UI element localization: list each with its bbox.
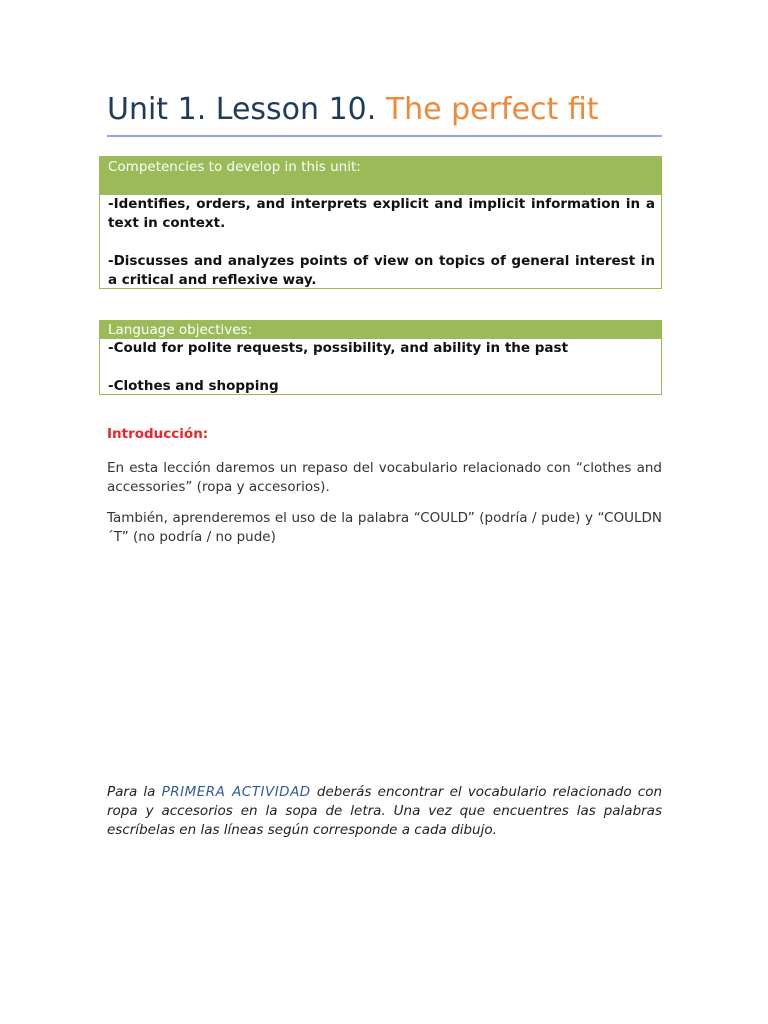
competency-item: -Discusses and analyzes points of view on topics of general interest in a critical and reflexive way. — [108, 253, 655, 288]
competency-item: -Identifies, orders, and interprets explicit and implicit information in a text in context. — [108, 196, 655, 231]
competencies-body — [100, 195, 661, 290]
activity-prefix: Para la — [107, 784, 162, 800]
activity-highlight: PRIMERA ACTIVIDAD — [161, 784, 311, 800]
language-objectives-box — [99, 320, 662, 395]
introduccion-heading: Introducción: — [107, 426, 209, 442]
title-lesson-name: The perfect fit — [385, 92, 599, 127]
title-unit-lesson: Unit 1. Lesson 10. — [107, 92, 377, 127]
intro-paragraph-2: También, aprenderemos el uso de la palabra “COULD” (podría / pude) y “COULDN´T” (no podría / no pude) — [107, 510, 662, 545]
language-objectives-body — [100, 339, 661, 396]
objective-item: -Clothes and shopping — [108, 378, 279, 394]
competencies-box — [99, 156, 662, 289]
intro-paragraph-1: En esta lección daremos un repaso del vocabulario relacionado con “clothes and accessories” (ropa y accesorios). — [107, 460, 662, 495]
activity-instructions — [107, 783, 662, 840]
page-title — [107, 88, 662, 132]
competencies-header: Competencies to develop in this unit: — [100, 157, 661, 195]
title-underline — [107, 135, 662, 137]
activity-suffix: deberás encontrar el vocabulario relacionado con ropa y accesorios en la sopa de letra. Una vez que encuentres las palabras escríbelas en las líneas según corresponde a cada dibujo. — [107, 784, 663, 838]
objective-item: -Could for polite requests, possibility, and ability in the past — [108, 340, 569, 356]
language-objectives-header: Language objectives: — [100, 321, 661, 339]
